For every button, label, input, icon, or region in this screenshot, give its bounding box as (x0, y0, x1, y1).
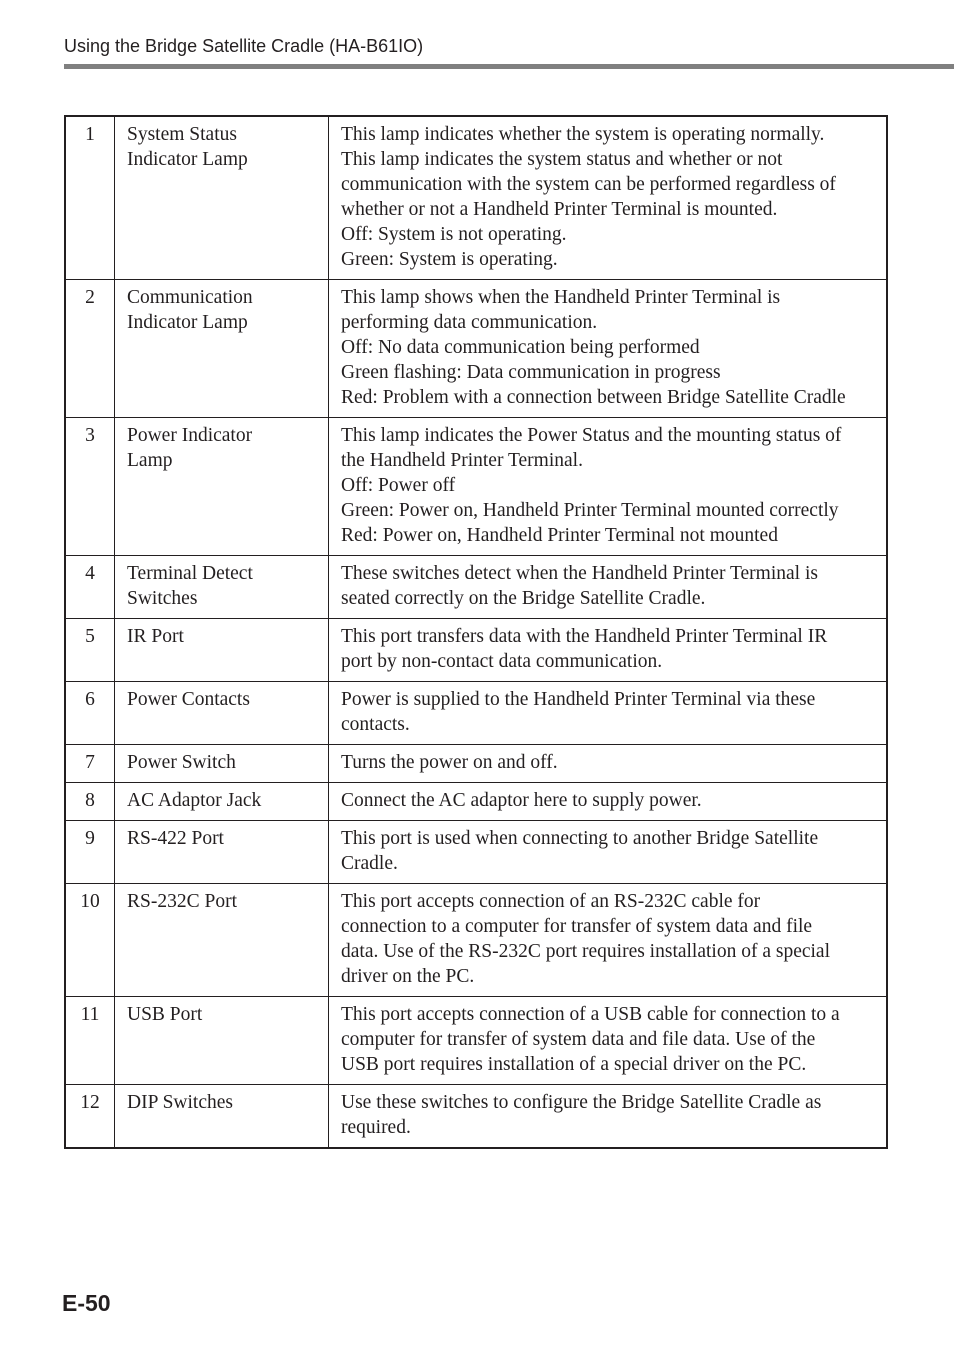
description-line: Cradle. (341, 853, 398, 874)
description-line: the Handheld Printer Terminal. (341, 450, 583, 471)
item-number: 7 (65, 745, 115, 783)
item-number: 6 (65, 682, 115, 745)
table-row (65, 116, 887, 280)
table-body (65, 116, 887, 1148)
item-description (329, 1085, 888, 1149)
item-name (115, 619, 329, 682)
table-row (65, 619, 887, 682)
description-line: Connect the AC adaptor here to supply power. (341, 790, 702, 811)
description-line: computer for transfer of system data and file data. Use of the (341, 1029, 816, 1050)
item-description (329, 280, 888, 418)
item-name-line: Terminal Detect (127, 563, 253, 584)
table-row (65, 745, 887, 783)
description-line: contacts. (341, 714, 410, 735)
table-row (65, 884, 887, 997)
table-row (65, 682, 887, 745)
description-line: communication with the system can be performed regardless of (341, 174, 836, 195)
description-line: USB port requires installation of a special driver on the PC. (341, 1054, 807, 1075)
item-number: 1 (65, 116, 115, 280)
description-line: Green flashing: Data communication in progress (341, 362, 721, 383)
item-number: 2 (65, 280, 115, 418)
table-row (65, 997, 887, 1085)
item-name (115, 783, 329, 821)
item-description (329, 783, 888, 821)
running-header: Using the Bridge Satellite Cradle (HA-B61IO) (64, 36, 424, 56)
description-line: This lamp indicates the system status and whether or not (341, 149, 783, 170)
item-number: 11 (65, 997, 115, 1085)
item-description (329, 745, 888, 783)
item-name-line: System Status (127, 124, 237, 145)
description-line: This port accepts connection of a USB cable for connection to a (341, 1004, 840, 1025)
description-line: Off: No data communication being performed (341, 337, 700, 358)
item-number: 4 (65, 556, 115, 619)
table-row (65, 1085, 887, 1149)
item-name-line: Indicator Lamp (127, 312, 248, 333)
item-name-line: IR Port (127, 626, 184, 647)
item-name-line: Lamp (127, 450, 173, 471)
item-description (329, 556, 888, 619)
parts-table (64, 115, 888, 1149)
item-name-line: USB Port (127, 1004, 203, 1025)
item-number: 9 (65, 821, 115, 884)
item-description (329, 619, 888, 682)
item-name-line: DIP Switches (127, 1092, 233, 1113)
header-rule (64, 64, 954, 69)
item-name (115, 116, 329, 280)
description-line: port by non-contact data communication. (341, 651, 663, 672)
description-line: This lamp indicates whether the system is operating normally. (341, 124, 825, 145)
description-line: whether or not a Handheld Printer Terminal is mounted. (341, 199, 778, 220)
table-row (65, 280, 887, 418)
table-row (65, 418, 887, 556)
item-number: 3 (65, 418, 115, 556)
description-line: Off: System is not operating. (341, 224, 567, 245)
item-number: 8 (65, 783, 115, 821)
item-name-line: RS-232C Port (127, 891, 237, 912)
item-name (115, 682, 329, 745)
item-name (115, 884, 329, 997)
item-number: 12 (65, 1085, 115, 1149)
item-name (115, 418, 329, 556)
table-row (65, 556, 887, 619)
item-name (115, 997, 329, 1085)
description-line: Off: Power off (341, 475, 456, 496)
description-line: required. (341, 1117, 411, 1138)
description-line: data. Use of the RS-232C port requires installation of a special (341, 941, 831, 962)
item-description (329, 682, 888, 745)
description-line: Green: System is operating. (341, 249, 558, 270)
item-name (115, 1085, 329, 1149)
item-description (329, 418, 888, 556)
item-description (329, 821, 888, 884)
description-line: Turns the power on and off. (341, 752, 558, 773)
description-line: Red: Problem with a connection between Bridge Satellite Cradle (341, 387, 846, 408)
description-line: This port is used when connecting to another Bridge Satellite (341, 828, 819, 849)
item-name-line: Communication (127, 287, 253, 308)
table-row (65, 783, 887, 821)
item-name-line: Power Switch (127, 752, 236, 773)
description-line: This port accepts connection of an RS-232C cable for (341, 891, 761, 912)
description-line: seated correctly on the Bridge Satellite Cradle. (341, 588, 706, 609)
description-line: Green: Power on, Handheld Printer Terminal mounted correctly (341, 500, 839, 521)
page-number: E-50 (62, 1290, 111, 1316)
description-line: This port transfers data with the Handheld Printer Terminal IR (341, 626, 828, 647)
item-name-line: Power Indicator (127, 425, 253, 446)
item-name-line: Switches (127, 588, 198, 609)
item-number: 5 (65, 619, 115, 682)
description-line: driver on the PC. (341, 966, 475, 987)
description-line: Red: Power on, Handheld Printer Terminal not mounted (341, 525, 778, 546)
item-name (115, 821, 329, 884)
item-name-line: Indicator Lamp (127, 149, 248, 170)
item-name (115, 280, 329, 418)
description-line: performing data communication. (341, 312, 598, 333)
description-line: Use these switches to configure the Bridge Satellite Cradle as (341, 1092, 822, 1113)
description-line: connection to a computer for transfer of system data and file (341, 916, 813, 937)
item-name-line: Power Contacts (127, 689, 250, 710)
item-description (329, 997, 888, 1085)
item-name (115, 556, 329, 619)
item-description (329, 116, 888, 280)
description-line: These switches detect when the Handheld Printer Terminal is (341, 563, 818, 584)
item-description (329, 884, 888, 997)
item-name-line: RS-422 Port (127, 828, 224, 849)
item-name-line: AC Adaptor Jack (127, 790, 262, 811)
item-name (115, 745, 329, 783)
item-number: 10 (65, 884, 115, 997)
table-row (65, 821, 887, 884)
description-line: Power is supplied to the Handheld Printer Terminal via these (341, 689, 816, 710)
description-line: This lamp shows when the Handheld Printer Terminal is (341, 287, 781, 308)
description-line: This lamp indicates the Power Status and the mounting status of (341, 425, 842, 446)
